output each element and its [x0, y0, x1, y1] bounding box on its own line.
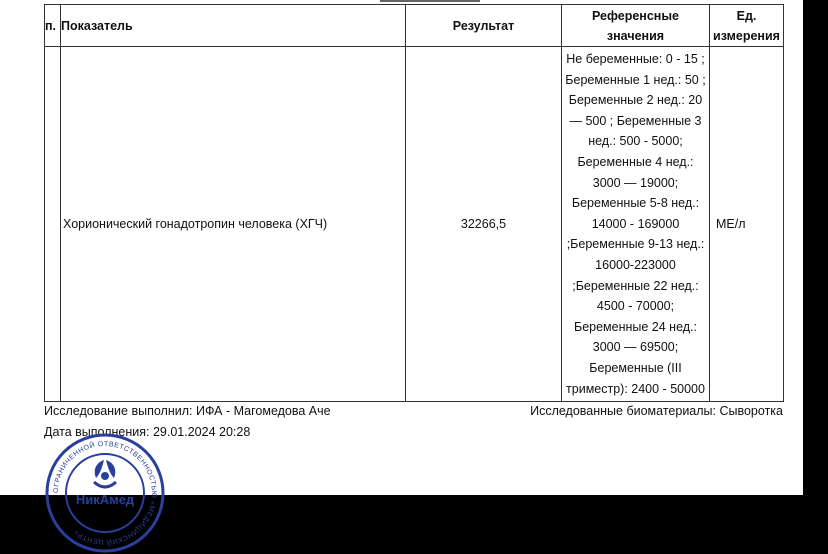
row-indicator-name: Хорионический гонадотропин человека (ХГЧ)	[61, 47, 406, 402]
table-row	[45, 47, 784, 402]
header-unit	[710, 5, 784, 47]
reference-line: 4500 - 70000;	[596, 299, 675, 314]
header-unit-line: Ед.	[736, 8, 757, 23]
row-unit: МЕ/л	[710, 47, 784, 402]
reference-line: 16000-223000	[595, 257, 676, 272]
row-reference-values	[562, 47, 710, 402]
reference-line: 14000 - 169000	[591, 216, 680, 231]
stamp-ring-text: ОГРАНИЧЕННОЙ ОТВЕТСТВЕННОСТЬЮ «МЕДИЦИНСКИЙ ЦЕНТР»	[52, 440, 158, 546]
reference-line: Беременные 24 нед.:	[573, 319, 698, 334]
reference-line: ;Беременные 9-13 нед.:	[566, 237, 705, 252]
reference-line: Не беременные: 0 - 15 ;	[566, 52, 705, 66]
reference-line: ;Беременные 22 нед.:	[572, 278, 699, 293]
reference-line: Беременные 2 нед.: 20	[568, 93, 703, 108]
reference-line: Беременные 1 нед.: 50 ;	[565, 72, 706, 87]
reference-line: нед.: 500 - 5000;	[588, 134, 683, 149]
header-reference-line: значения	[606, 28, 665, 43]
header-reference-line: Референсные	[592, 8, 679, 23]
header-number: п.	[45, 5, 61, 47]
reference-line: Беременные 5-8 нед.:	[571, 196, 700, 211]
leaf-person-icon	[94, 460, 116, 487]
row-number-cell	[45, 47, 61, 402]
header-reference	[562, 5, 710, 47]
stamp-clinic-name: НикАмед	[75, 492, 135, 507]
reference-line: — 500 ; Беременные 3	[569, 113, 702, 128]
reference-line: Беременные (III	[589, 360, 682, 375]
row-result-value: 32266,5	[406, 47, 562, 402]
reference-line: 3000 — 19000;	[592, 175, 679, 190]
clinic-stamp-logo	[44, 432, 166, 554]
reference-line: триместр): 2400 - 50000	[566, 381, 705, 396]
biomaterials-text: Исследованные биоматериалы: Сыворотка	[530, 404, 783, 418]
execution-date-text: Дата выполнения: 29.01.2024 20:28	[44, 425, 251, 439]
cropped-heading-fragment	[380, 0, 480, 2]
table-header-row	[45, 5, 784, 47]
reference-line: Беременные 4 нед.:	[577, 154, 694, 169]
header-unit-line: измерения	[713, 28, 780, 43]
performed-by-text: Исследование выполнил: ИФА - Магомедова Аче	[44, 404, 331, 418]
header-indicator: Показатель	[61, 5, 406, 47]
header-result: Результат	[406, 5, 562, 47]
results-table	[44, 4, 784, 402]
reference-line: 3000 — 69500;	[592, 340, 679, 355]
